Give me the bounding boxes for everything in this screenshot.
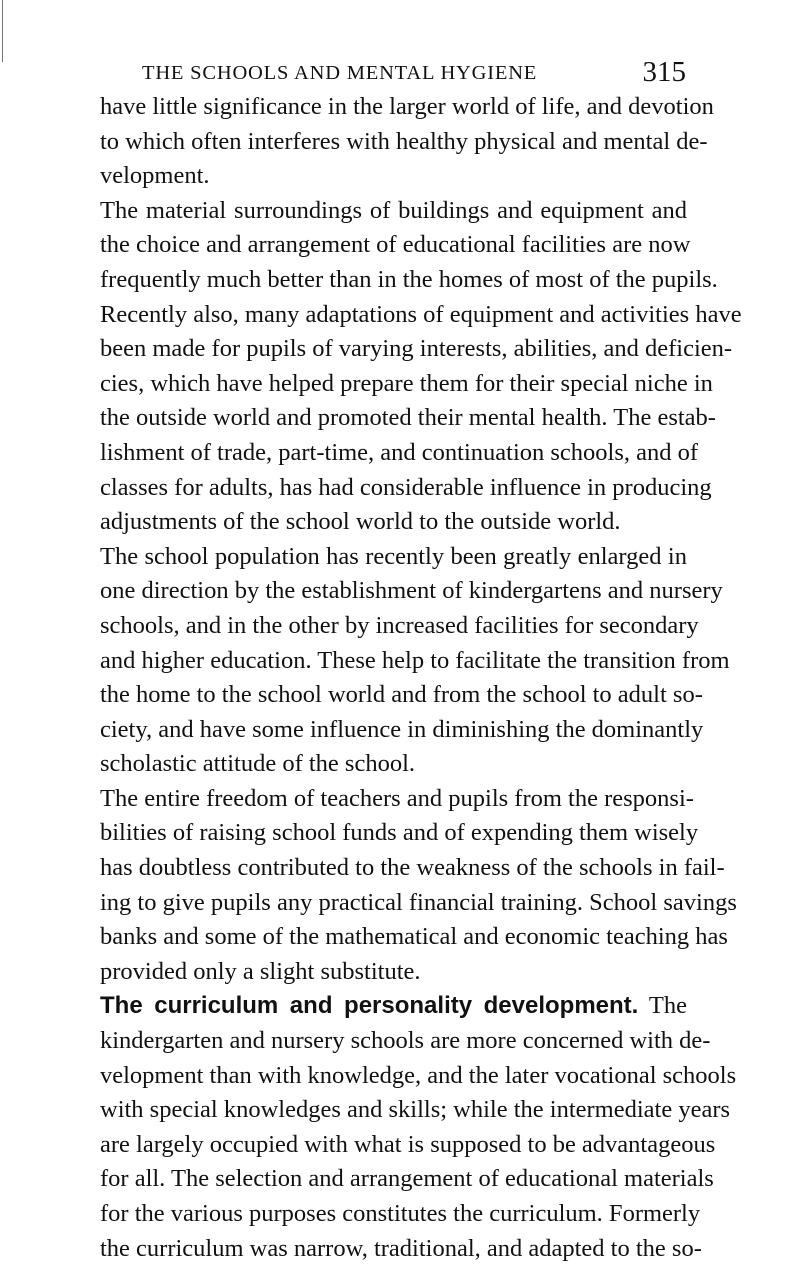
text-line: and higher education. These help to facilitate the transition from: [100, 646, 730, 674]
text-line: The material surroundings of buildings and equipment and: [100, 196, 687, 224]
page-number: 315: [642, 56, 686, 88]
text-line: banks and some of the mathematical and economic teaching has: [100, 923, 728, 951]
text-line: schools, and in the other by increased facilities for secondary: [100, 611, 699, 639]
text-line: the home to the school world and from the school to adult so-: [100, 681, 703, 709]
text-line: bilities of raising school funds and of expending them wisely: [100, 819, 699, 847]
text-line: frequently much better than in the homes of most of the pupils.: [100, 265, 718, 293]
text-line: for the various purposes constitutes the curriculum. Formerly: [100, 1200, 701, 1227]
text-line: are largely occupied with what is supposed to be advantageous: [100, 1130, 716, 1158]
text-line: to which often interferes with healthy physical and mental de-: [100, 127, 708, 155]
text-line: The entire freedom of teachers and pupils from the responsi-: [100, 784, 694, 812]
text-line: ciety, and have some influence in diminishing the dominantly: [100, 715, 704, 743]
text-line: classes for adults, has had considerable influence in producing: [100, 473, 712, 501]
page-edge-line: [2, 0, 3, 62]
text-line: ing to give pupils any practical financial training. School savings: [100, 888, 737, 916]
section-heading-tail: The: [638, 992, 687, 1020]
text-line: one direction by the establishment of kindergartens and nursery: [100, 577, 723, 605]
text-line: kindergarten and nursery schools are more concerned with de-: [100, 1027, 711, 1055]
text-line: velopment.: [100, 162, 210, 190]
text-line: the curriculum was narrow, traditional, and adapted to the so-: [100, 1234, 702, 1262]
section-heading-line: [100, 989, 687, 1024]
text-line: The school population has recently been greatly enlarged in: [100, 542, 687, 570]
text-line: been made for pupils of varying interests, abilities, and deficien-: [100, 335, 733, 363]
text-line: the choice and arrangement of educational facilities are now: [100, 231, 691, 259]
body-text: [100, 90, 742, 1266]
text-line: scholastic attitude of the school.: [100, 750, 416, 778]
section-heading: The curriculum and personality development.: [100, 992, 639, 1020]
text-line: with special knowledges and skills; while the intermediate years: [100, 1096, 731, 1124]
text-line: the outside world and promoted their mental health. The estab-: [100, 404, 716, 432]
text-line: velopment than with knowledge, and the later vocational schools: [100, 1061, 737, 1089]
text-line: have little significance in the larger world of life, and devotion: [100, 93, 714, 120]
text-line: provided only a slight substitute.: [100, 957, 421, 985]
text-line: has doubtless contributed to the weakness of the schools in fail-: [100, 854, 725, 882]
text-line: Recently also, many adaptations of equipment and activities have: [100, 300, 742, 328]
text-line: adjustments of the school world to the outside world.: [100, 508, 621, 536]
text-line: lishment of trade, part-time, and continuation schools, and of: [100, 438, 699, 466]
text-line: for all. The selection and arrangement of educational materials: [100, 1165, 714, 1193]
running-title: THE SCHOOLS AND MENTAL HYGIENE: [142, 62, 538, 84]
text-line: cies, which have helped prepare them for their special niche in: [100, 369, 713, 397]
